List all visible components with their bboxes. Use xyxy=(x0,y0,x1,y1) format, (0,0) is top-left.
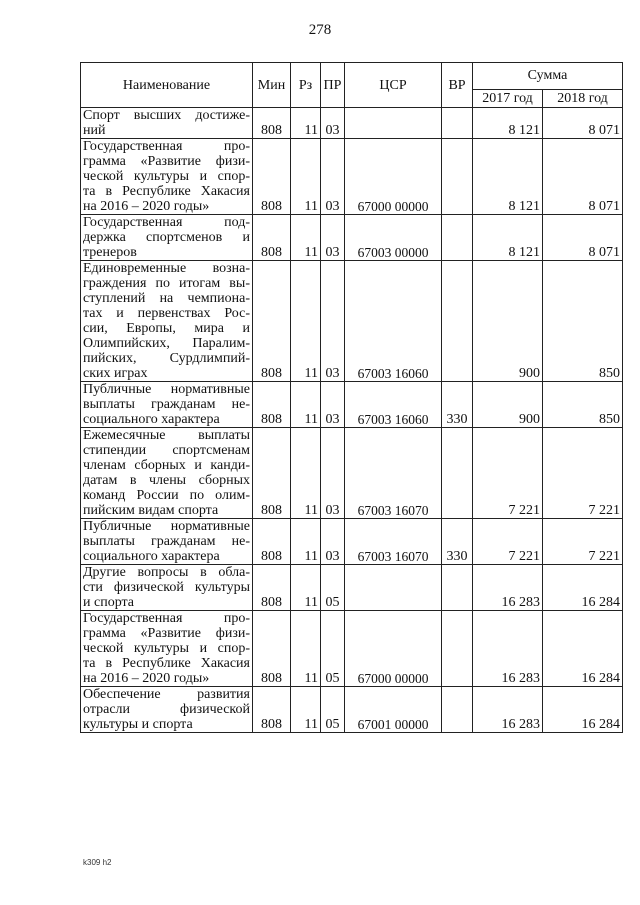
row-name-line: Единовременные возна- xyxy=(83,261,250,276)
row-rz: 11 xyxy=(291,261,321,382)
row-min: 808 xyxy=(253,428,291,519)
row-pr: 03 xyxy=(321,428,345,519)
row-name-line: тах и первенствах Рос- xyxy=(83,306,250,321)
row-sum-2018: 8 071 xyxy=(543,108,623,139)
row-name-line: датам в члены сборных xyxy=(83,473,250,488)
row-min: 808 xyxy=(253,519,291,565)
row-pr: 03 xyxy=(321,261,345,382)
row-name-line: Публичные нормативные xyxy=(83,519,250,534)
row-vr xyxy=(442,261,473,382)
row-name-line: и спорта xyxy=(83,595,135,610)
row-vr: 330 xyxy=(442,382,473,428)
row-name-line: выплаты гражданам не- xyxy=(83,534,250,549)
header-csr: ЦСР xyxy=(345,63,442,108)
row-sum-2018: 850 xyxy=(543,382,623,428)
row-rz: 11 xyxy=(291,382,321,428)
row-name-cell xyxy=(81,519,253,565)
table-header xyxy=(81,63,623,108)
table-row xyxy=(81,428,623,519)
row-vr xyxy=(442,108,473,139)
row-pr: 05 xyxy=(321,565,345,611)
row-sum-2017: 16 283 xyxy=(473,611,543,687)
row-sum-2017: 8 121 xyxy=(473,108,543,139)
row-sum-2017: 8 121 xyxy=(473,215,543,261)
row-name-line: культуры и спорта xyxy=(83,717,193,732)
table-row xyxy=(81,565,623,611)
header-year-2017: 2017 год xyxy=(473,89,543,107)
row-name-cell xyxy=(81,382,253,428)
row-pr: 03 xyxy=(321,519,345,565)
table-row xyxy=(81,261,623,382)
row-csr xyxy=(345,108,442,139)
budget-table xyxy=(80,62,623,733)
row-name-line: ческой культуры и спор- xyxy=(83,641,250,656)
row-name-line: пийских, Сурдлимпий- xyxy=(83,351,250,366)
footer-code: k309 h2 xyxy=(83,858,112,867)
row-sum-2018: 7 221 xyxy=(543,428,623,519)
row-name-line: Государственная под- xyxy=(83,215,250,230)
row-name-line: Другие вопросы в обла- xyxy=(83,565,250,580)
row-name-line: ний xyxy=(83,123,106,138)
row-csr: 67001 00000 xyxy=(345,687,442,733)
row-name-line: сии, Европы, мира и xyxy=(83,321,250,336)
row-rz: 11 xyxy=(291,519,321,565)
row-name-line: сти физической культуры xyxy=(83,580,250,595)
row-name-cell xyxy=(81,687,253,733)
row-name-line: грамма «Развитие физи- xyxy=(83,154,250,169)
row-min: 808 xyxy=(253,215,291,261)
table-row xyxy=(81,687,623,733)
row-name-line: отрасли физической xyxy=(83,702,250,717)
row-min: 808 xyxy=(253,261,291,382)
row-name-cell xyxy=(81,108,253,139)
row-name-cell xyxy=(81,215,253,261)
row-rz: 11 xyxy=(291,687,321,733)
row-sum-2017: 900 xyxy=(473,382,543,428)
row-vr xyxy=(442,611,473,687)
row-sum-2017: 16 283 xyxy=(473,565,543,611)
row-pr: 05 xyxy=(321,687,345,733)
header-sum: Сумма xyxy=(473,63,623,90)
row-sum-2017: 16 283 xyxy=(473,687,543,733)
row-name-line: на 2016 – 2020 годы» xyxy=(83,199,210,214)
row-name-line: команд России по олим- xyxy=(83,488,250,503)
row-name-cell xyxy=(81,611,253,687)
row-name-cell xyxy=(81,261,253,382)
row-name-cell xyxy=(81,565,253,611)
row-min: 808 xyxy=(253,139,291,215)
row-name-line: та в Республике Хакасия xyxy=(83,656,250,671)
row-sum-2018: 16 284 xyxy=(543,565,623,611)
row-sum-2017: 900 xyxy=(473,261,543,382)
row-name-line: пийским видам спорта xyxy=(83,503,219,518)
row-name-line: держка спортсменов и xyxy=(83,230,250,245)
table-body xyxy=(81,108,623,733)
row-min: 808 xyxy=(253,382,291,428)
table-row xyxy=(81,215,623,261)
row-vr xyxy=(442,565,473,611)
row-name-line: ских играх xyxy=(83,366,148,381)
header-rz: Рз xyxy=(291,63,321,108)
row-rz: 11 xyxy=(291,428,321,519)
row-rz: 11 xyxy=(291,215,321,261)
row-name-line: на 2016 – 2020 годы» xyxy=(83,671,210,686)
header-year-2018: 2018 год xyxy=(543,89,623,107)
header-min: Мин xyxy=(253,63,291,108)
row-vr xyxy=(442,215,473,261)
row-sum-2018: 8 071 xyxy=(543,215,623,261)
row-sum-2017: 7 221 xyxy=(473,428,543,519)
row-vr xyxy=(442,428,473,519)
row-name-line: членам сборных и канди- xyxy=(83,458,250,473)
row-name-line: стипендии спортсменам xyxy=(83,443,250,458)
row-name-line: выплаты гражданам не- xyxy=(83,397,250,412)
row-pr: 03 xyxy=(321,382,345,428)
row-sum-2018: 850 xyxy=(543,261,623,382)
row-name-line: граждения по итогам вы- xyxy=(83,276,250,291)
row-name-line: Государственная про- xyxy=(83,139,250,154)
row-pr: 05 xyxy=(321,611,345,687)
row-name-line: Олимпийских, Паралим- xyxy=(83,336,250,351)
header-vr: ВР xyxy=(442,63,473,108)
row-sum-2018: 7 221 xyxy=(543,519,623,565)
table-row xyxy=(81,519,623,565)
row-csr: 67003 16060 xyxy=(345,382,442,428)
row-name-line: Государственная про- xyxy=(83,611,250,626)
row-vr xyxy=(442,687,473,733)
table-row xyxy=(81,611,623,687)
row-name-cell xyxy=(81,428,253,519)
row-name-line: Спорт высших достиже- xyxy=(83,108,250,123)
row-name-line: Публичные нормативные xyxy=(83,382,250,397)
row-sum-2018: 16 284 xyxy=(543,611,623,687)
row-csr: 67000 00000 xyxy=(345,139,442,215)
table-row xyxy=(81,139,623,215)
row-csr: 67003 16070 xyxy=(345,519,442,565)
row-rz: 11 xyxy=(291,611,321,687)
page-number: 278 xyxy=(308,22,332,38)
header-name: Наименование xyxy=(81,63,253,108)
table-row xyxy=(81,382,623,428)
row-pr: 03 xyxy=(321,108,345,139)
row-name-line: Обеспечение развития xyxy=(83,687,250,702)
row-name-line: Ежемесячные выплаты xyxy=(83,428,250,443)
row-name-line: ческой культуры и спор- xyxy=(83,169,250,184)
row-pr: 03 xyxy=(321,139,345,215)
row-sum-2018: 16 284 xyxy=(543,687,623,733)
row-name-line: грамма «Развитие физи- xyxy=(83,626,250,641)
row-name-line: социального характера xyxy=(83,412,220,427)
row-name-line: тренеров xyxy=(83,245,137,260)
row-name-line: социального характера xyxy=(83,549,220,564)
row-min: 808 xyxy=(253,565,291,611)
row-min: 808 xyxy=(253,611,291,687)
row-csr: 67003 16070 xyxy=(345,428,442,519)
row-name-line: ступлений на чемпиона- xyxy=(83,291,250,306)
row-sum-2017: 8 121 xyxy=(473,139,543,215)
row-min: 808 xyxy=(253,108,291,139)
row-rz: 11 xyxy=(291,108,321,139)
row-pr: 03 xyxy=(321,215,345,261)
row-name-line: та в Республике Хакасия xyxy=(83,184,250,199)
row-sum-2017: 7 221 xyxy=(473,519,543,565)
row-rz: 11 xyxy=(291,565,321,611)
row-sum-2018: 8 071 xyxy=(543,139,623,215)
row-vr xyxy=(442,139,473,215)
header-pr: ПР xyxy=(321,63,345,108)
row-name-cell xyxy=(81,139,253,215)
row-csr: 67003 16060 xyxy=(345,261,442,382)
row-csr: 67003 00000 xyxy=(345,215,442,261)
row-min: 808 xyxy=(253,687,291,733)
table-row xyxy=(81,108,623,139)
row-csr xyxy=(345,565,442,611)
row-csr: 67000 00000 xyxy=(345,611,442,687)
row-rz: 11 xyxy=(291,139,321,215)
row-vr: 330 xyxy=(442,519,473,565)
